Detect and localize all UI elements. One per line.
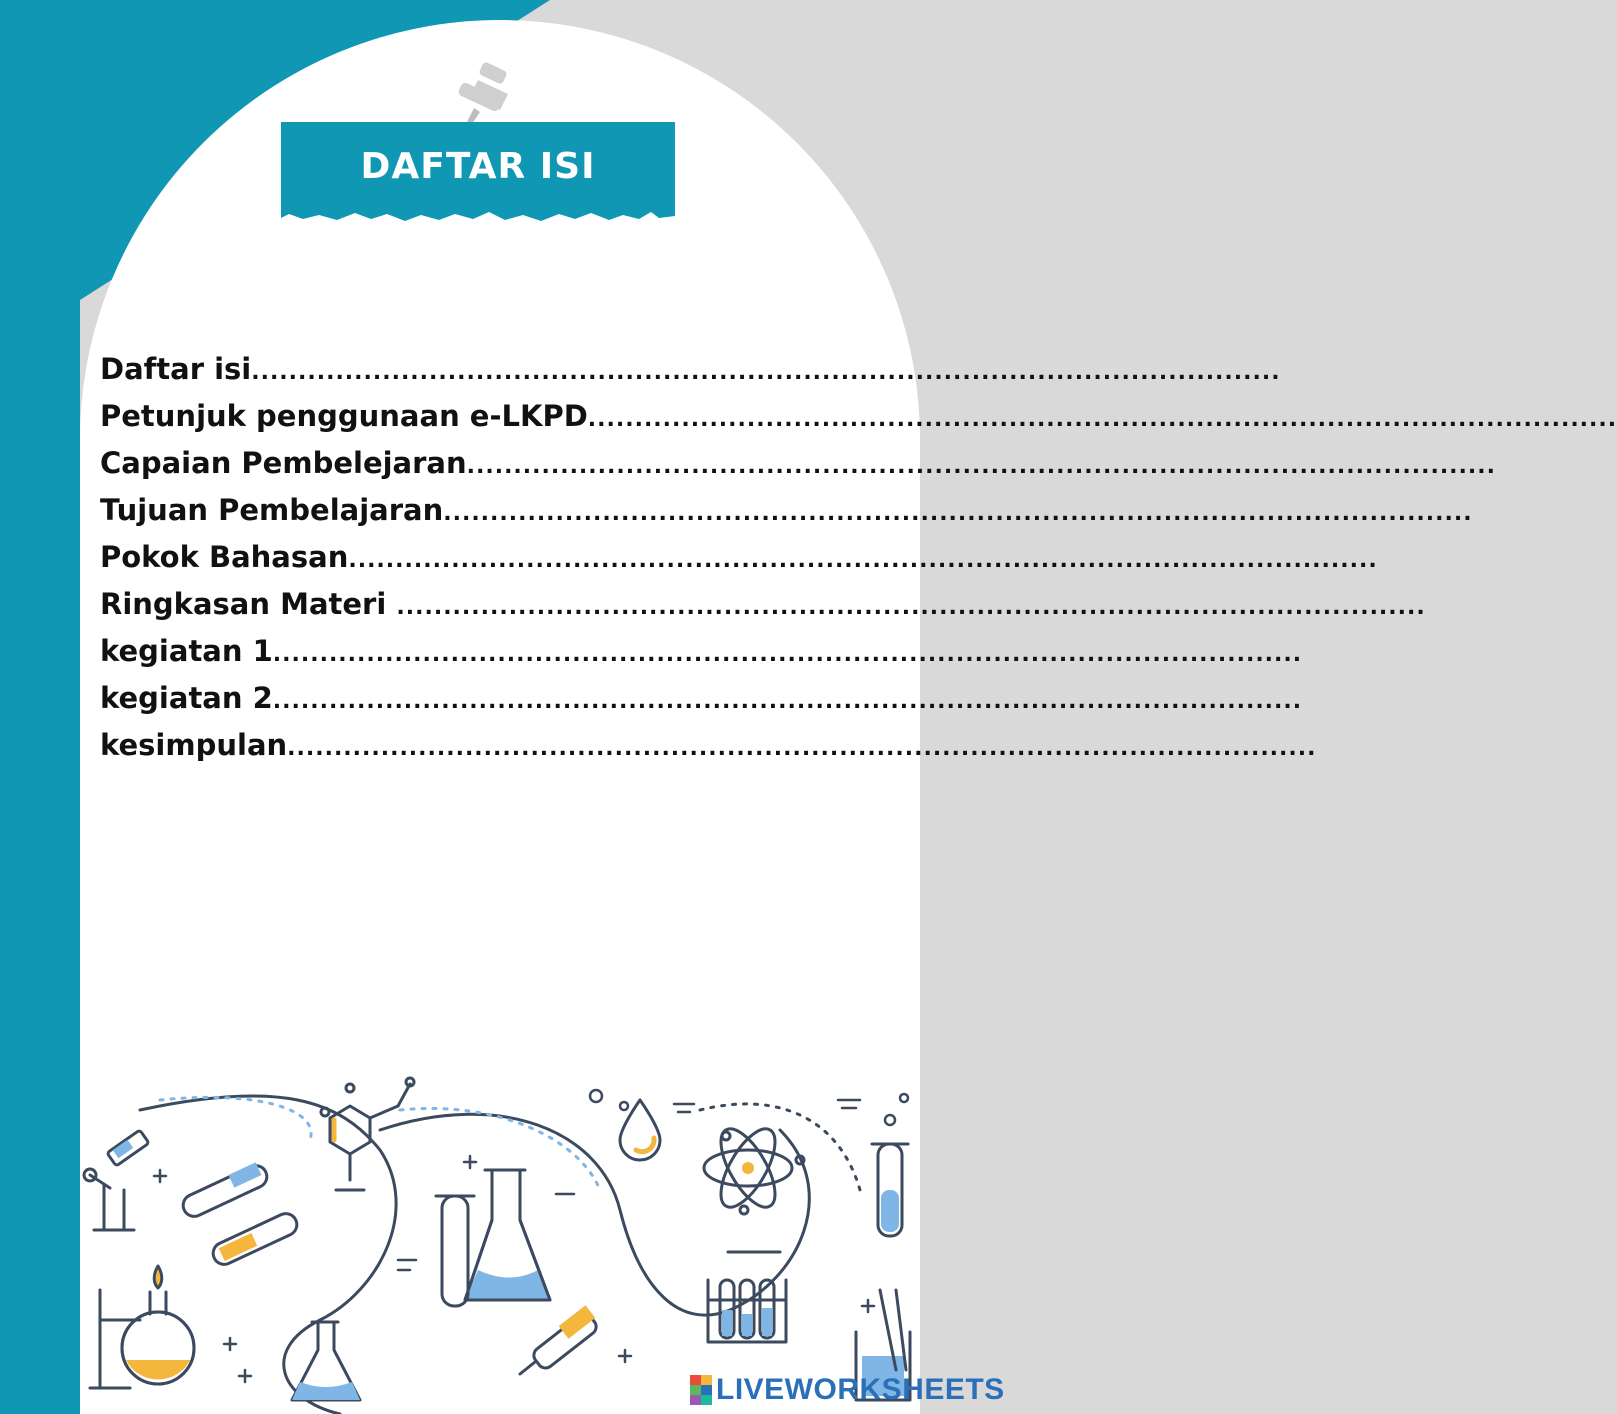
leader-dots: .............................................................................................................. — [587, 407, 1617, 432]
logo-text: LIVEWORKSHEETS — [716, 1373, 1005, 1406]
toc-entry-label: Petunjuk penggunaan e-LKPD — [100, 399, 588, 433]
toc-entry-petunjuk — [100, 399, 1617, 446]
decorative-path — [160, 1097, 311, 1140]
leader-dots: .............................................................................................................. — [287, 736, 1317, 761]
microscope-icon — [84, 1130, 149, 1230]
toc-entry-label: Daftar isi — [100, 352, 252, 386]
atom-icon — [704, 1121, 804, 1215]
leader-dots: .............................................................................................................. — [348, 548, 1378, 573]
toc-entry-label: kesimpulan — [100, 728, 288, 762]
toc-entry-capaian — [100, 446, 1496, 493]
toc-entry-kesimpulan — [100, 728, 1317, 775]
flask-icon — [292, 1322, 360, 1400]
lab-illustration — [80, 1070, 920, 1414]
liveworksheets-logo — [690, 1372, 1005, 1408]
bunsen-burner-icon — [90, 1266, 194, 1388]
toc-entry-tujuan — [100, 493, 1473, 540]
decorative-path — [400, 1108, 600, 1190]
toc-entry-label: Tujuan Pembelajaran — [100, 493, 444, 527]
test-tube-icon — [872, 1144, 908, 1236]
table-of-contents — [100, 352, 1617, 775]
decoration-bubbles — [590, 1090, 908, 1125]
toc-entry-kegiatan-2 — [100, 681, 1303, 728]
toc-entry-label: Capaian Pembelejaran — [100, 446, 467, 480]
leader-dots: .............................................................................................................. — [466, 454, 1496, 479]
leader-dots: .............................................................................................................. — [396, 595, 1426, 620]
molecule-icon — [321, 1078, 414, 1190]
decoration-plus — [154, 1156, 874, 1382]
leader-dots: .............................................................................................................. — [272, 689, 1303, 714]
toc-entry-kegiatan-1 — [100, 634, 1303, 681]
page-title: DAFTAR ISI — [360, 146, 596, 187]
toc-entry-daftar-isi — [100, 352, 1281, 399]
dropper-icon — [520, 1305, 599, 1374]
toc-entry-ringkasan — [100, 587, 1426, 634]
toc-entry-label: Pokok Bahasan — [100, 540, 349, 574]
toc-entry-label: kegiatan 1 — [100, 634, 273, 668]
test-tube-icon — [180, 1162, 301, 1268]
toc-entry-label: Ringkasan Materi — [100, 587, 397, 621]
toc-entry-pokok-bahasan — [100, 540, 1378, 587]
leader-dots: .............................................................................................................. — [251, 360, 1281, 385]
test-tube-icon — [436, 1196, 474, 1306]
leader-dots: .............................................................................................................. — [443, 501, 1473, 526]
toc-entry-label: kegiatan 2 — [100, 681, 273, 715]
leader-dots: .............................................................................................................. — [272, 642, 1303, 667]
test-tube-rack-icon — [708, 1252, 786, 1342]
logo-badge-icon — [690, 1375, 712, 1405]
flask-icon — [465, 1170, 550, 1300]
